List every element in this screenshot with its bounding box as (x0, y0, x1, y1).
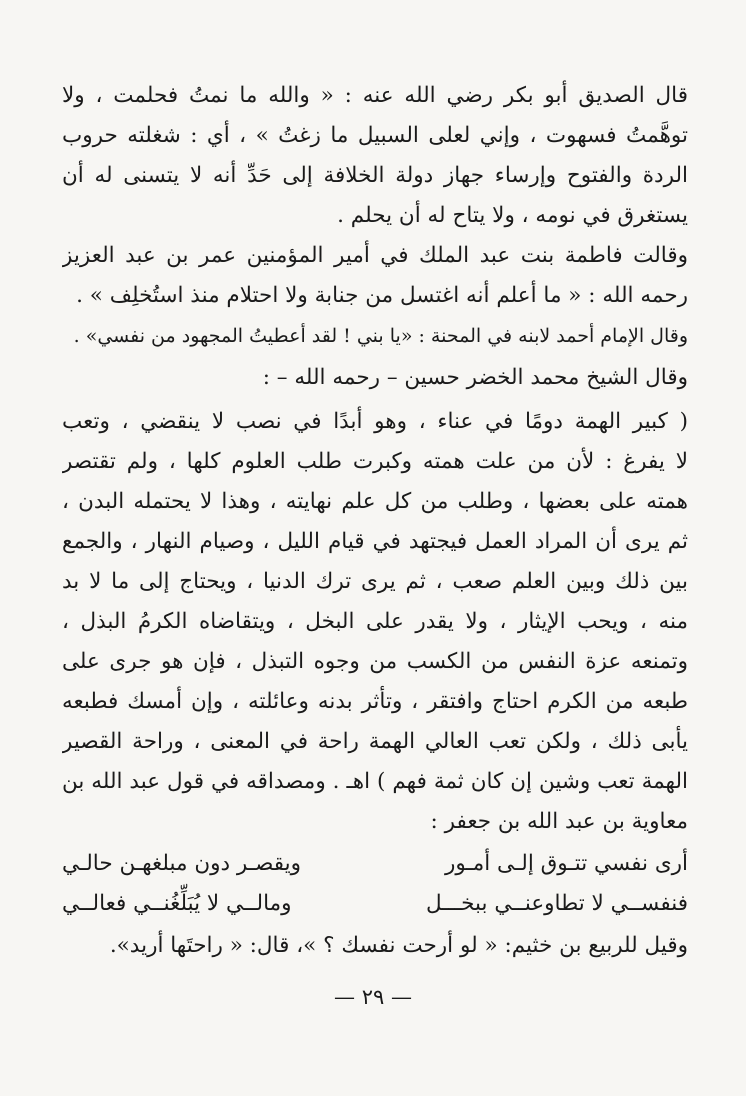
text-line: طبعه من الكرم احتاج وافتقر ، وتأثر بدنه وعائلته ، وإن أمسك فطبعه (62, 689, 688, 714)
text-line: ثم يرى أن المراد العمل فيجتهد في قيام الليل ، وصيام النهار ، والجمع (62, 529, 688, 554)
text-line: وقال الشيخ محمد الخضر حسين – رحمه الله – : (262, 365, 688, 390)
verse-second-hemistich: ويقصـر دون مبلغهـن حالـي (62, 851, 301, 876)
text-line: يأبى ذلك ، ولكن تعب العالي الهمة راحة في المعنى ، وراحة القصير (62, 729, 688, 754)
text-line: همته على بعضها ، وطلب من كل علم نهايته ، وهذا لا يحتمله البدن ، (62, 489, 688, 514)
text-line: وقيل للربيع بن خثيم: « لو أرحت نفسك ؟ »، قال: « راحتَها أريد». (109, 933, 688, 958)
text-line: وقالت فاطمة بنت عبد الملك في أمير المؤمنين عمر بن عبد العزيز (62, 243, 688, 268)
text-line: الهمة تعب وشين إن كان ثمة فهم ) اهـ . ومصداقه في قول عبد الله بن (62, 769, 688, 794)
text-line: قال الصديق أبو بكر رضي الله عنه : « والله ما نمتُ فحلمت ، ولا (62, 83, 688, 108)
text-line: وتمنعه عزة النفس من الكسب من وجوه التبذل ، فإن هو جرى على (62, 649, 688, 674)
page-number: — ٢٩ — (334, 985, 412, 1009)
text-line: معاوية بن عبد الله بن جعفر : (430, 809, 688, 834)
text-line: بين ذلك وبين العلم صعب ، ثم يرى ترك الدنيا ، ويحتاج إلى ما لا بد (62, 569, 688, 594)
text-line: يستغرق في نومه ، ولا يتاح له أن يحلم . (337, 203, 688, 228)
verse-second-hemistich: ومالــي لا يُبَلِّغُنــي فعالــي (62, 891, 292, 916)
text-line: الردة والفتوح وإرساء جهاز دولة الخلافة إلى حَدِّ أنه لا يتسنى له أن (62, 163, 688, 188)
poem-verse (62, 884, 688, 924)
text-line: رحمه الله : « ما أعلم أنه اغتسل من جنابة ولا احتلام منذ استُخلِف » . (76, 283, 688, 308)
verse-first-hemistich: أرى نفسي تتـوق إلـى أمـور (444, 851, 688, 876)
verse-first-hemistich: فنفســي لا تطاوعنــي ببخـــل (425, 891, 688, 916)
text-line: لا يفرغ : لأن من علت همته وكبرت طلب العلوم كلها ، ولم تقتصر (62, 449, 688, 474)
text-line: منه ، ويحب الإيثار ، ولا يقدر على البخل ، ويتقاضاه الكرمُ البذل ، (62, 609, 688, 634)
text-line: وقال الإمام أحمد لابنه في المحنة : «يا بني ! لقد أعطيتُ المجهود من نفسي» . (73, 325, 688, 347)
poem-verse (62, 844, 688, 884)
text-line: ( كبير الهمة دومًا في عناء ، وهو أبدًا في نصب لا ينقضي ، وتعب (62, 409, 688, 434)
text-line: توهَّمتُ فسهوت ، وإني لعلى السبيل ما زغتُ » ، أي : شغلته حروب (62, 123, 688, 148)
